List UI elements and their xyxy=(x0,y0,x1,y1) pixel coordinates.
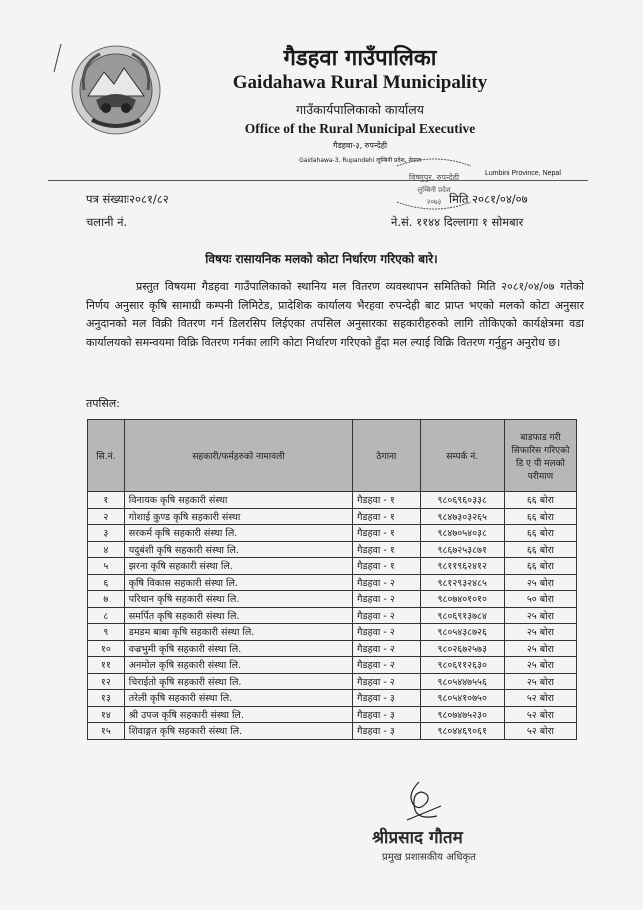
row-quantity: ६६ बोरा xyxy=(504,525,576,542)
table-row xyxy=(88,574,577,591)
office-name-english: Office of the Rural Municipal Executive xyxy=(244,121,476,136)
row-contact: ९८०६११२६३० xyxy=(420,657,504,674)
office-address-line: Gaidahawa-3, Rupandehi लुम्बिनी प्रदेश, नेपाल xyxy=(299,157,421,164)
row-quantity: ५२ बोरा xyxy=(504,723,576,740)
row-contact: ९८०६९१३७८४ xyxy=(420,607,504,624)
stamp-text: विष्णुपुर, रुपन्देही xyxy=(408,173,460,182)
row-cooperative-name: डमडम बाबा कृषि सहकारी संस्था लि. xyxy=(124,624,352,641)
reference-number: पत्र संख्याः२०८१/८२ xyxy=(86,192,169,206)
row-contact: ९८०६९६०३३८ xyxy=(420,492,504,509)
table-row xyxy=(88,673,577,690)
row-serial: १४ xyxy=(88,706,125,723)
row-contact: ९८०४४६९०६१ xyxy=(420,723,504,740)
row-address: गैडहवा - २ xyxy=(353,607,420,624)
quota-table xyxy=(87,419,577,740)
row-serial: ३ xyxy=(88,525,125,542)
header-serial: सि.नं. xyxy=(88,420,125,492)
row-address: गैडहवा - १ xyxy=(353,525,420,542)
row-quantity: २५ बोरा xyxy=(504,657,576,674)
row-cooperative-name: चिराईतो कृषि सहकारी संस्था लि. xyxy=(124,673,352,690)
row-quantity: २५ बोरा xyxy=(504,673,576,690)
signatory-title: प्रमुख प्रशासकीय अधिकृत xyxy=(382,852,476,863)
row-serial: ९ xyxy=(88,624,125,641)
row-serial: ८ xyxy=(88,607,125,624)
row-cooperative-name: सरकर्म कृषि सहकारी संस्था लि. xyxy=(124,525,352,542)
row-address: गैडहवा - २ xyxy=(353,657,420,674)
row-address: गैडहवा - २ xyxy=(353,640,420,657)
header-contact: सम्पर्क नं. xyxy=(420,420,504,492)
municipality-name-nepali: गैडहवा गाउँपालिका xyxy=(283,46,437,71)
row-quantity: २५ बोरा xyxy=(504,624,576,641)
row-serial: १० xyxy=(88,640,125,657)
header-cooperative-name: सहकारी/फर्महरुको नामावली xyxy=(124,420,352,492)
row-serial: १५ xyxy=(88,723,125,740)
table-row xyxy=(88,690,577,707)
row-contact: ९८६७२५३८७१ xyxy=(420,541,504,558)
row-quantity: ६६ बोरा xyxy=(504,492,576,509)
row-address: गैडहवा - २ xyxy=(353,624,420,641)
table-row xyxy=(88,508,577,525)
row-contact: ९८०५४३८७२६ xyxy=(420,624,504,641)
table-row xyxy=(88,657,577,674)
row-cooperative-name: यदुबंशी कृषि सहकारी संस्था लि. xyxy=(124,541,352,558)
table-row xyxy=(88,640,577,657)
row-cooperative-name: अनमोल कृषि सहकारी संस्था लि. xyxy=(124,657,352,674)
row-serial: ५ xyxy=(88,558,125,575)
row-serial: १ xyxy=(88,492,125,509)
row-serial: ७ xyxy=(88,591,125,608)
letter-body: प्रस्तुत विषयमा गैडहवा गाउँपालिकाको स्थानिय मल वितरण व्यवस्थापन समितिको मिति २०८१/०४/०७ गतेको निर्णय अनुसार कृषि सामाग्री कम्पनी लिमिटेड, प्रादेशिक कार्यालय भैरहवा रुपन्देही बाट प्राप्त भएको मलको कोटा अनुसार अनुदानको मल विक्री वितरण गर्न डिलरसिप लिईएका तपसिल अनुसारका सहकारीहरुको लागि तोकिएको कार्यक्षेत्रमा वडा कार्यालयको समन्वयमा विक्रि वितरण गर्नका लागि कोटा निर्धारण गरिएको हुँदा मल ल्याई विक्रि वितरण गर्नुहुन अनुरोध छ। xyxy=(86,280,584,349)
row-cooperative-name: कृषि विकास सहकारी संस्था लि. xyxy=(124,574,352,591)
row-cooperative-name: वज्रभुमी कृषि सहकारी संस्था लि. xyxy=(124,640,352,657)
letter-subject: विषयः रासायनिक मलको कोटा निर्धारण गरिएको बारे। xyxy=(205,252,438,266)
row-address: गैडहवा - १ xyxy=(353,508,420,525)
row-contact: ९८०२६७२५७३ xyxy=(420,640,504,657)
table-row xyxy=(88,706,577,723)
table-row xyxy=(88,607,577,624)
row-serial: ६ xyxy=(88,574,125,591)
header-quantity: बाडफाड गरी सिफारिस गरिएको डि ए पी मलको परीमाण xyxy=(504,420,576,492)
row-contact: ९८०७४७५२३० xyxy=(420,706,504,723)
nepal-samvat-date: ने.सं. ११४४ दिल्लागा १ सोमबार xyxy=(391,215,524,229)
row-address: गैडहवा - २ xyxy=(353,591,420,608)
province-label: Lumbini Province, Nepal xyxy=(485,170,561,177)
row-cooperative-name: परिधान कृषि सहकारी संस्था लि. xyxy=(124,591,352,608)
row-address: गैडहवा - २ xyxy=(353,574,420,591)
table-row xyxy=(88,723,577,740)
table-header-row xyxy=(88,420,577,492)
row-quantity: ६६ बोरा xyxy=(504,508,576,525)
margin-pen-mark xyxy=(51,42,63,74)
row-contact: ९८०५४१०७५० xyxy=(420,690,504,707)
row-quantity: २५ बोरा xyxy=(504,607,576,624)
row-contact: ९८०५४४७५५६ xyxy=(420,673,504,690)
table-row xyxy=(88,624,577,641)
office-address-nepali: गैडहवा-३, रुपन्देही xyxy=(332,141,388,150)
row-address: गैडहवा - ३ xyxy=(353,723,420,740)
row-serial: ११ xyxy=(88,657,125,674)
row-cooperative-name: झरना कृषि सहकारी संस्था लि. xyxy=(124,558,352,575)
row-cooperative-name: शिवाङ्गत कृषि सहकारी संस्था लि. xyxy=(124,723,352,740)
stamp-subtext: लुम्बिनी प्रदेश xyxy=(417,186,451,194)
row-contact: ९८११९६२४१२ xyxy=(420,558,504,575)
table-row xyxy=(88,492,577,509)
row-contact: ९८०७४०१०१० xyxy=(420,591,504,608)
stamp-year: २०७३ xyxy=(426,198,442,206)
signature-scribble xyxy=(397,780,447,826)
row-address: गैडहवा - १ xyxy=(353,541,420,558)
table-row xyxy=(88,591,577,608)
nepal-emblem-logo xyxy=(70,44,162,136)
row-serial: २ xyxy=(88,508,125,525)
row-cooperative-name: श्री उपज कृषि सहकारी संस्था लि. xyxy=(124,706,352,723)
row-address: गैडहवा - १ xyxy=(353,492,420,509)
office-name-nepali: गाउँकार्यपालिकाको कार्यालय xyxy=(296,102,424,117)
header-divider xyxy=(48,180,588,181)
header-address: ठेगाना xyxy=(353,420,420,492)
row-contact: ९८४७३०३२६५ xyxy=(420,508,504,525)
signatory-name: श्रीप्रसाद गौतम xyxy=(372,828,463,848)
row-serial: ४ xyxy=(88,541,125,558)
row-serial: १३ xyxy=(88,690,125,707)
row-address: गैडहवा - ३ xyxy=(353,690,420,707)
dispatch-number: चलानी नं. xyxy=(86,215,128,229)
row-cooperative-name: समर्पित कृषि सहकारी संस्था लि. xyxy=(124,607,352,624)
row-cooperative-name: गोशाई कुण्ड कृषि सहकारी संस्था xyxy=(124,508,352,525)
row-cooperative-name: विनायक कृषि सहकारी संस्था xyxy=(124,492,352,509)
row-quantity: ६६ बोरा xyxy=(504,541,576,558)
municipality-name-english: Gaidahawa Rural Municipality xyxy=(232,72,488,93)
row-address: गैडहवा - ३ xyxy=(353,706,420,723)
table-row xyxy=(88,541,577,558)
row-quantity: ५० बोरा xyxy=(504,591,576,608)
row-address: गैडहवा - १ xyxy=(353,558,420,575)
row-contact: ९८१२९३२४८५ xyxy=(420,574,504,591)
table-row xyxy=(88,525,577,542)
letter-date: मिति २०८१/०४/०७ xyxy=(449,192,528,206)
row-contact: ९८४७०५४०३८ xyxy=(420,525,504,542)
row-cooperative-name: तरेली कृषि सहकारी संस्था लि. xyxy=(124,690,352,707)
table-row xyxy=(88,558,577,575)
row-quantity: ५२ बोरा xyxy=(504,706,576,723)
row-quantity: २५ बोरा xyxy=(504,574,576,591)
row-quantity: ६६ बोरा xyxy=(504,558,576,575)
row-quantity: २५ बोरा xyxy=(504,640,576,657)
row-quantity: ५२ बोरा xyxy=(504,690,576,707)
row-address: गैडहवा - २ xyxy=(353,673,420,690)
list-label: तपसिल: xyxy=(86,397,120,410)
row-serial: १२ xyxy=(88,673,125,690)
